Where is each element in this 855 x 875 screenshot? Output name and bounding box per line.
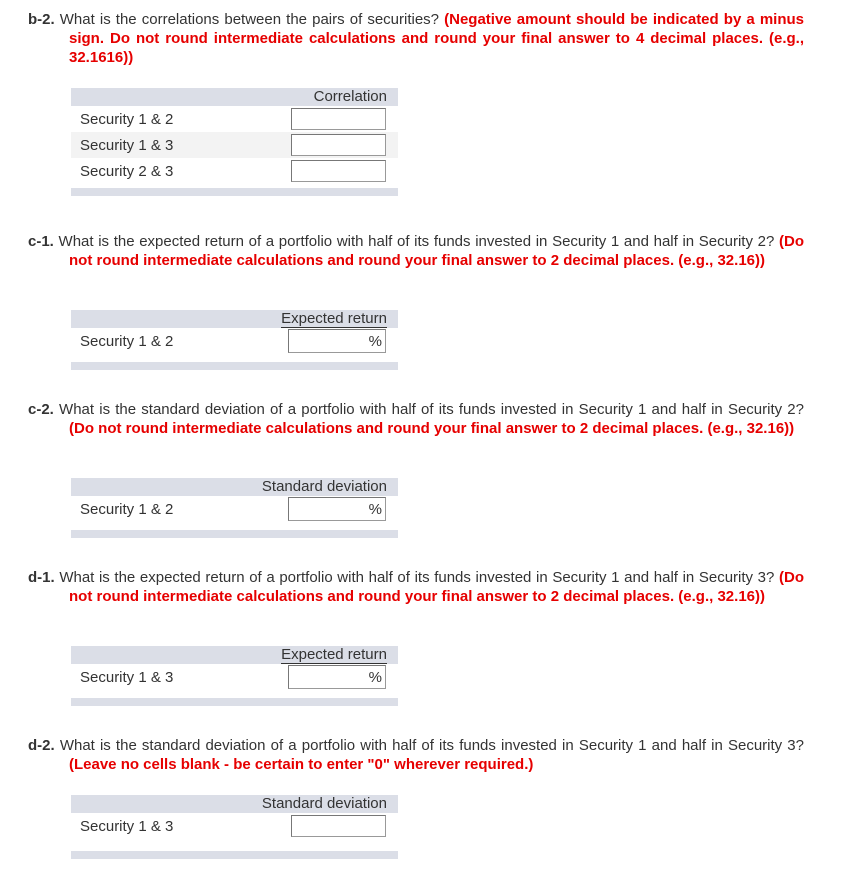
column-header: Expected return [271, 310, 398, 328]
question-instruction: (Do not round intermediate calculations and round your final answer to 2 decimal places. (e.g., 32.16)) [69, 420, 795, 437]
question-number: b-2. [28, 11, 55, 28]
question-number: d-1. [28, 569, 55, 586]
question-c2 [28, 400, 804, 438]
table-row [71, 496, 398, 522]
table-row [71, 158, 398, 184]
table-row [71, 664, 398, 690]
question-text: What is the standard deviation of a portfolio with half of its funds invested in Security 1 and half in Security 3? [59, 737, 804, 754]
row-label: Security 1 & 2 [80, 110, 174, 128]
table-row [71, 813, 398, 839]
percent-unit: % [368, 501, 382, 518]
row-label: Security 1 & 2 [80, 500, 174, 518]
answer-table-b2 [71, 88, 398, 196]
column-header: Expected return [271, 646, 398, 664]
question-b2 [28, 10, 804, 67]
question-text: What is the expected return of a portfolio with half of its funds invested in Security 1 and half in Security 3? [59, 569, 775, 586]
question-d2 [28, 736, 804, 774]
row-label: Security 1 & 3 [80, 668, 174, 686]
table-row [71, 132, 398, 158]
std-dev-input-1-3[interactable] [291, 815, 386, 837]
std-dev-input-1-2[interactable] [288, 497, 386, 521]
question-c1 [28, 232, 804, 270]
question-instruction: (Negative amount should be indicated by a minus sign. Do not round intermediate calculations and round your final answer to 4 decimal places. (e.g., 32.1616)) [69, 11, 804, 66]
expected-return-input-1-2[interactable] [288, 329, 386, 353]
column-header: Correlation [287, 88, 398, 106]
correlation-input-1-3[interactable] [291, 134, 386, 156]
question-number: d-2. [28, 737, 55, 754]
column-header: Standard deviation [251, 795, 398, 813]
question-instruction: (Do not round intermediate calculations and round your final answer to 2 decimal places. (e.g., 32.16)) [69, 569, 805, 605]
question-number: c-1. [28, 233, 54, 250]
row-label: Security 2 & 3 [80, 162, 174, 180]
question-text: What is the correlations between the pairs of securities? [59, 11, 440, 28]
row-label: Security 1 & 3 [71, 132, 287, 158]
correlation-input-1-2[interactable] [291, 108, 386, 130]
answer-table-d2 [71, 795, 398, 859]
question-instruction: (Do not round intermediate calculations and round your final answer to 2 decimal places. (e.g., 32.16)) [69, 233, 804, 269]
expected-return-input-1-3[interactable] [288, 665, 386, 689]
row-label: Security 1 & 3 [80, 817, 174, 835]
question-text: What is the standard deviation of a portfolio with half of its funds invested in Security 1 and half in Security 2? [59, 401, 804, 418]
question-text: What is the expected return of a portfolio with half of its funds invested in Security 1 and half in Security 2? [58, 233, 775, 250]
question-number: c-2. [28, 401, 54, 418]
answer-table-c2 [71, 478, 398, 538]
row-label: Security 1 & 2 [80, 332, 174, 350]
answer-table-d1 [71, 646, 398, 706]
question-d1 [28, 568, 804, 606]
correlation-input-2-3[interactable] [291, 160, 386, 182]
answer-table-c1 [71, 310, 398, 370]
table-row [71, 328, 398, 354]
percent-unit: % [368, 669, 382, 686]
question-instruction: (Leave no cells blank - be certain to enter "0" wherever required.) [69, 756, 534, 773]
column-header: Standard deviation [251, 478, 398, 496]
table-row [71, 106, 398, 132]
percent-unit: % [368, 333, 382, 350]
